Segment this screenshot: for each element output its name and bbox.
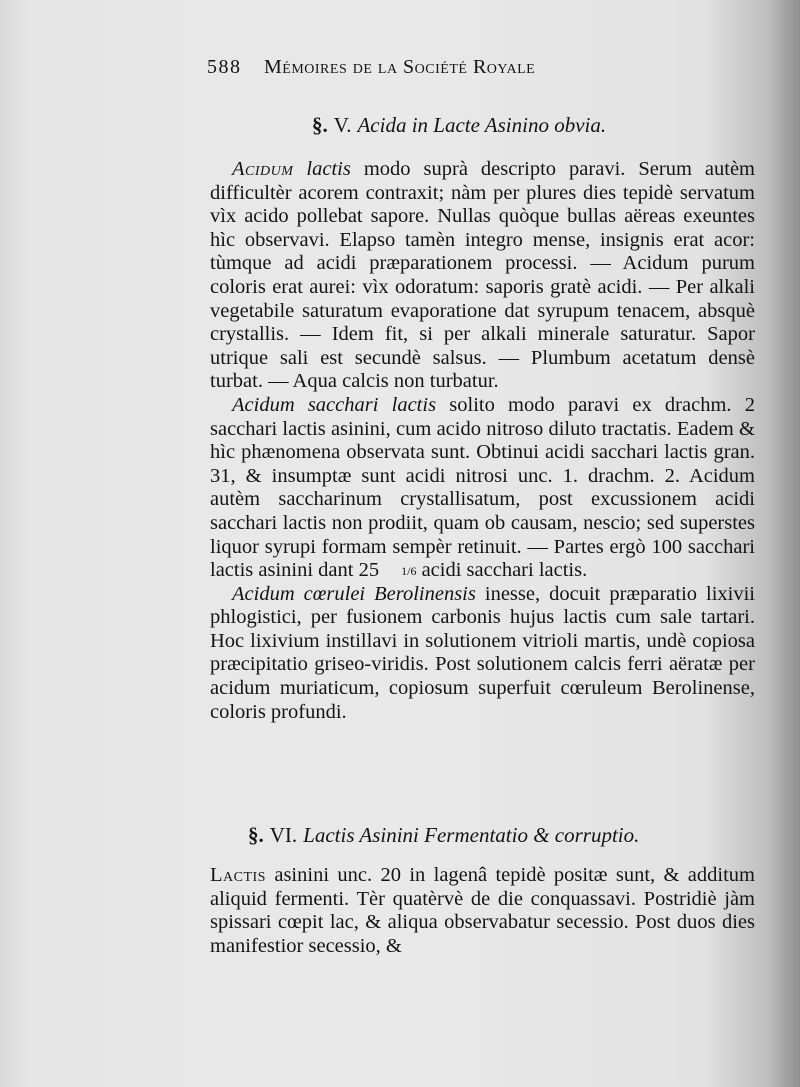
section-heading-v	[312, 113, 606, 138]
running-header	[207, 56, 707, 79]
paragraph-text: modo suprà descripto paravi. Serum autèm difficultèr acorem contraxit; nàm per plures dies tepidè servatum vìx acido pollebat sapore. Nullas quòque bullas aëreas exeuntes hìc observavi. Elapso tamèn integro mense, insignis erat acor: tùmque ad acidi præparationem processi. — Acidum purum coloris erat aurei: vìx odoratum: saporis gratè acidi. — Per alkali vegetabile saturatum evaporatione dat syrupum tenacem, absquè crystallis. — Idem fit, si per alkali minerale saturatur. Sapor utrique sali est secundè salsus. — Plumbum acetatum densè turbat. — Aqua calcis non turbatur.	[210, 158, 755, 393]
page-number: 588	[207, 56, 242, 78]
paragraph-lead: Acidum	[232, 158, 294, 180]
section-sign: §.	[312, 113, 328, 137]
paragraph-lactis-fermentatio	[210, 864, 755, 958]
section-number: VI.	[269, 823, 298, 847]
paragraph-text: inesse, docuit præparatio lixivii phlogistici, per fusionem carbonis hujus lactis cum sale tartari. Hoc lixivium instillavi in solutionem vitrioli martis, undè copiosa præcipitatio griseo-viridis. Post solutionem calcis ferri aëratæ per acidum muriaticum, copiosum superfuit cœruleum Berolinense, coloris profundi.	[210, 582, 755, 723]
section-vi-body	[210, 864, 755, 958]
running-title: Mémoires de la Société Royale	[264, 56, 536, 78]
paragraph-acidum-coerulei	[210, 583, 755, 725]
paragraph-text: solito modo paravi ex drachm. 2 sacchari lactis asinini, cum acido nitroso diluto tractatis. Eadem & hìc phænomena observata sunt. Obtinui acidi sacchari lactis gran. 31, & insumptæ sunt acidi nitrosi unc. 1. drachm. 2. Acidum autèm saccharinum crystallisatum, post excussionem acidi sacchari lactis non prodiit, quam ob causam, nescio; sed superstes liquor syrupi formam sempèr retinuit. — Partes ergò 100 sacchari lactis asinini dant 25	[210, 393, 755, 582]
section-number: V.	[333, 113, 352, 137]
paragraph-lead-italic: lactis	[306, 158, 351, 180]
section-sign: §.	[248, 823, 264, 847]
paragraph-lead-italic: Acidum cœrulei Berolinensis	[232, 582, 476, 605]
paragraph-acidum-sacchari-lactis	[210, 394, 755, 583]
section-heading-vi	[248, 823, 639, 848]
paragraph-text: asinini unc. 20 in lagenâ tepidè positæ sunt, & additum aliquid fermenti. Tèr quatèrvè de die conquassavi. Postridiè jàm spissari cœpit lac, & aliqua observabatur secessio. Post duos dies manifestior secessio, &	[210, 864, 755, 957]
paragraph-tail: acidi sacchari lactis.	[416, 559, 588, 582]
section-v-body	[210, 158, 755, 724]
fraction: 1/6	[401, 564, 417, 579]
section-title: Lactis Asinini Fermentatio & corruptio.	[303, 823, 640, 847]
paragraph-lead: Lactis	[210, 864, 266, 886]
paragraph-lead-italic: Acidum sacchari lactis	[232, 393, 437, 416]
section-title: Acida in Lacte Asinino obvia.	[357, 113, 607, 137]
paragraph-acidum-lactis	[210, 158, 755, 394]
